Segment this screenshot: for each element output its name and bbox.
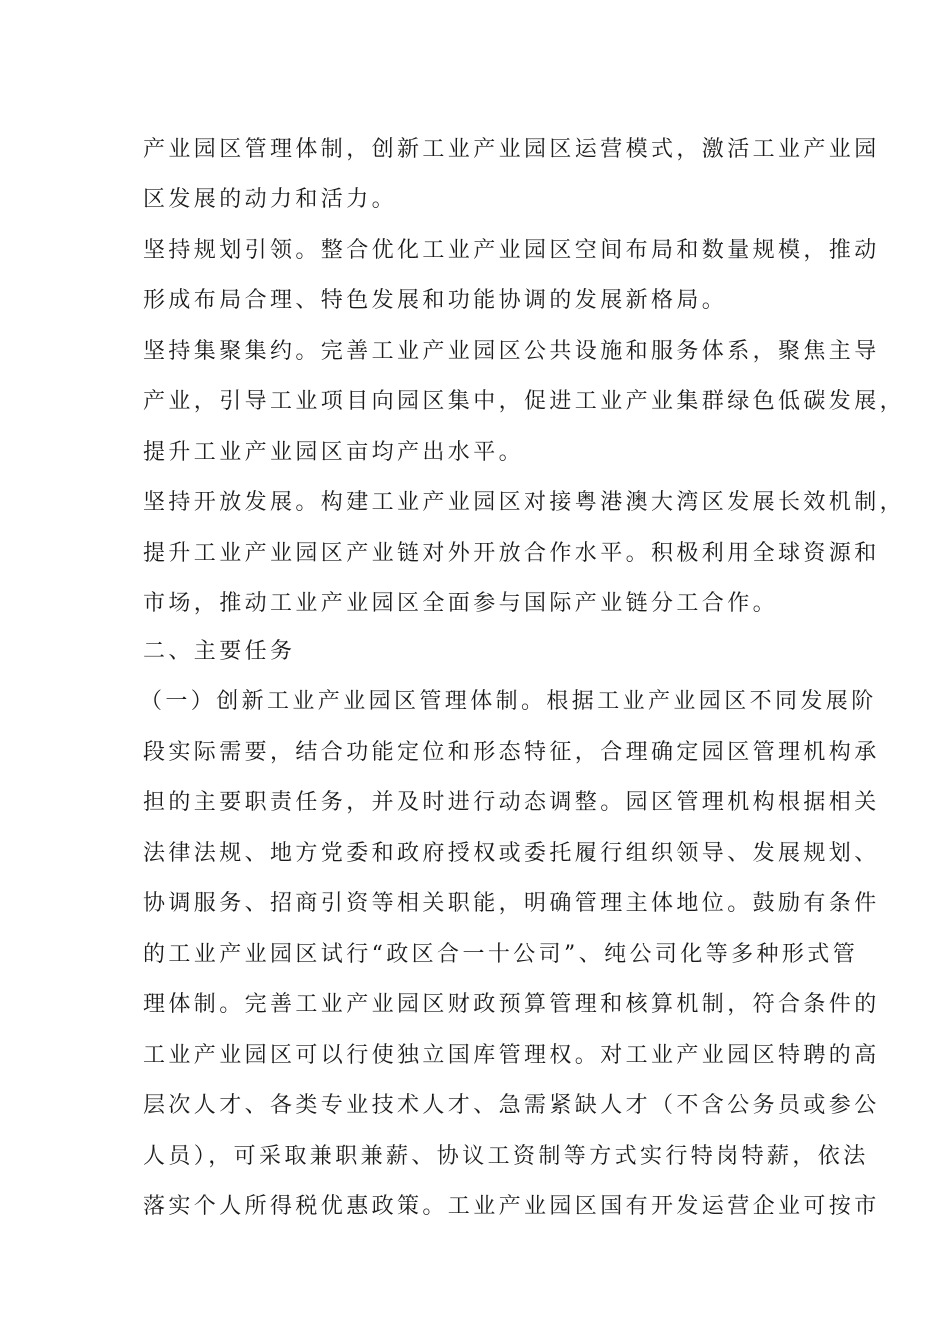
text-line: 坚持开放发展。构建工业产业园区对接粤港澳大湾区发展长效机制， — [143, 490, 906, 515]
text-line: 的工业产业园区试行“政区合一十公司”、纯公司化等多种形式管 — [143, 942, 859, 967]
text-line: 形成布局合理、特色发展和功能协调的发展新格局。 — [143, 288, 728, 313]
text-line: 提升工业产业园区产业链对外开放合作水平。积极利用全球资源和 — [143, 541, 880, 566]
text-line: 工业产业园区可以行使独立国库管理权。对工业产业园区特聘的高 — [143, 1043, 880, 1068]
text-line: 落实个人所得税优惠政策。工业产业园区国有开发运营企业可按市 — [143, 1194, 880, 1219]
text-line: 区发展的动力和活力。 — [143, 187, 398, 212]
text-line: 产业，引导工业项目向园区集中，促进工业产业集群绿色低碳发展， — [143, 389, 906, 414]
text-line: 坚持集聚集约。完善工业产业园区公共设施和服务体系，聚焦主导 — [143, 339, 880, 364]
text-line: 担的主要职责任务，并及时进行动态调整。园区管理机构根据相关 — [143, 790, 880, 815]
text-line: 层次人才、各类专业技术人才、急需紧缺人才（不含公务员或参公 — [143, 1093, 880, 1118]
text-line: 协调服务、招商引资等相关职能，明确管理主体地位。鼓励有条件 — [143, 891, 880, 916]
text-line: （一）创新工业产业园区管理体制。根据工业产业园区不同发展阶 — [140, 689, 877, 714]
text-line: 产业园区管理体制，创新工业产业园区运营模式，激活工业产业园 — [143, 137, 880, 162]
section-heading: 二、主要任务 — [143, 639, 296, 664]
text-line: 理体制。完善工业产业园区财政预算管理和核算机制，符合条件的 — [143, 992, 880, 1017]
text-line: 提升工业产业园区亩均产出水平。 — [143, 440, 525, 465]
text-line: 法律法规、地方党委和政府授权或委托履行组织领导、发展规划、 — [143, 841, 880, 866]
text-line: 人员），可采取兼职兼薪、协议工资制等方式实行特岗特薪，依法 — [143, 1144, 869, 1169]
text-line: 段实际需要，结合功能定位和形态特征，合理确定园区管理机构承 — [143, 740, 880, 765]
text-line: 坚持规划引领。整合优化工业产业园区空间布局和数量规模，推动 — [143, 238, 880, 263]
text-line: 市场，推动工业产业园区全面参与国际产业链分工合作。 — [143, 591, 779, 616]
